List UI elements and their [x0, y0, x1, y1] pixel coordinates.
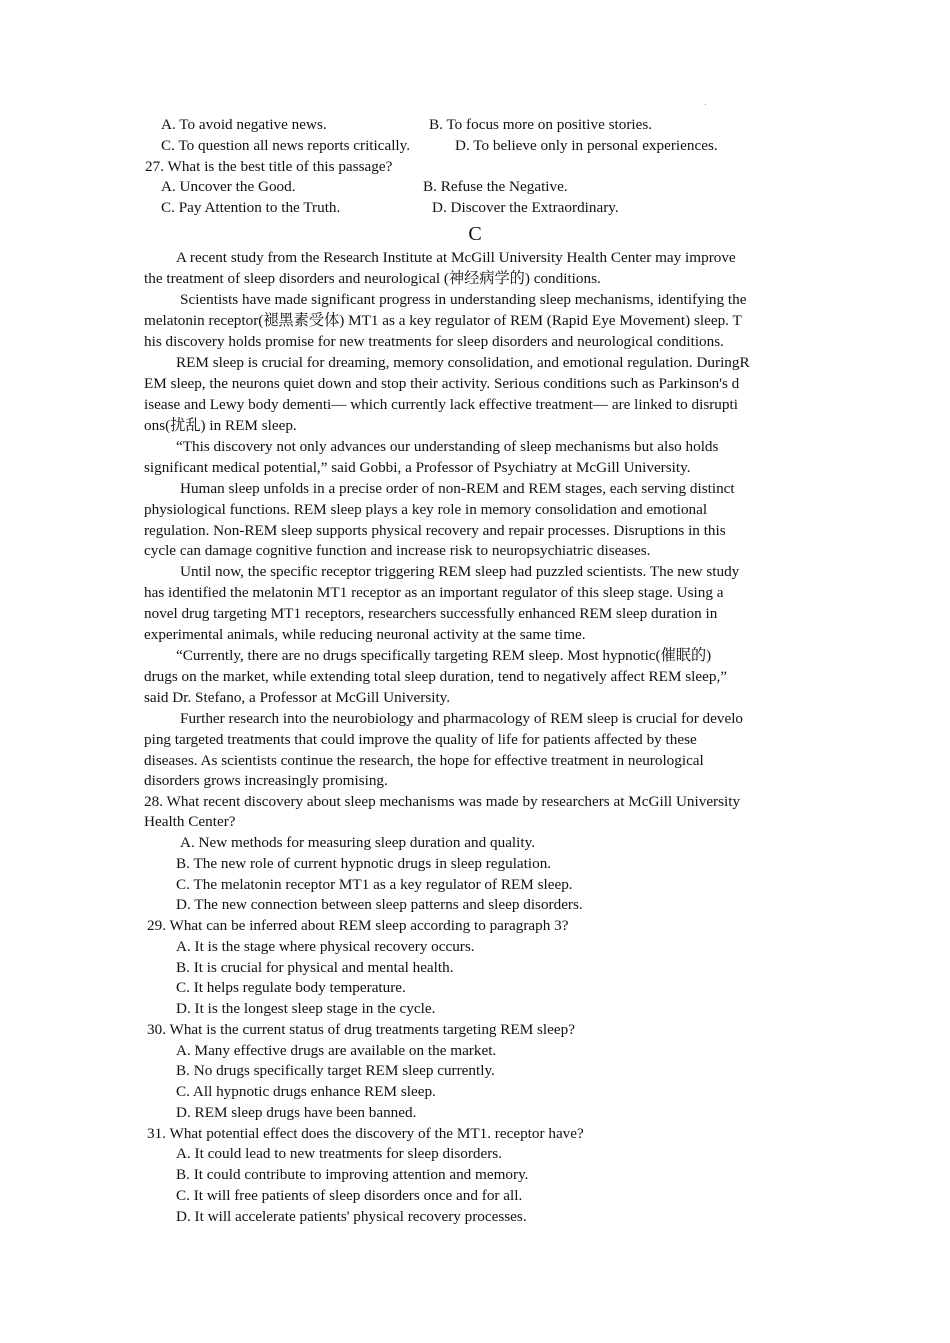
- question-31: 31. What potential effect does the discovery of the MT1. receptor have?: [147, 1125, 584, 1142]
- passage-p7-line: “Currently, there are no drugs specifically targeting REM sleep. Most hypnotic(催眠的): [176, 647, 712, 664]
- q29-option-b: B. It is crucial for physical and mental health.: [176, 959, 454, 976]
- question-28: 28. What recent discovery about sleep mechanisms was made by researchers at McGill University: [144, 793, 741, 810]
- passage-p7-line: drugs on the market, while extending total sleep duration, tend to negatively affect REM sleep,”: [144, 668, 728, 685]
- q29-option-d: D. It is the longest sleep stage in the cycle.: [176, 1000, 436, 1017]
- q28-option-a: A. New methods for measuring sleep duration and quality.: [180, 834, 535, 851]
- q27-option-b: B. Refuse the Negative.: [423, 178, 568, 195]
- passage-p8-line: ping targeted treatments that could improve the quality of life for patients affected by these: [144, 731, 697, 748]
- passage-p6-line: novel drug targeting MT1 receptors, researchers successfully enhanced REM sleep duration in: [144, 605, 718, 622]
- q28-option-c: C. The melatonin receptor MT1 as a key regulator of REM sleep.: [176, 876, 573, 893]
- passage-p6-line: experimental animals, while reducing neuronal activity at the same time.: [144, 626, 586, 643]
- section-heading-c: C: [468, 223, 482, 245]
- passage-p8-line: Further research into the neurobiology and pharmacology of REM sleep is crucial for develo: [180, 710, 744, 727]
- question-30: 30. What is the current status of drug treatments targeting REM sleep?: [147, 1021, 575, 1038]
- passage-p3-line: isease and Lewy body dementi— which currently lack effective treatment— are linked to disrupti: [144, 396, 738, 413]
- q28-option-b: B. The new role of current hypnotic drugs in sleep regulation.: [176, 855, 552, 872]
- q31-option-c: C. It will free patients of sleep disorders once and for all.: [176, 1187, 523, 1204]
- passage-p6-line: Until now, the specific receptor triggering REM sleep had puzzled scientists. The new study: [180, 563, 740, 580]
- passage-p4-line: “This discovery not only advances our understanding of sleep mechanisms but also holds: [176, 438, 719, 455]
- passage-p1-line: A recent study from the Research Institute at McGill University Health Center may improve: [176, 249, 736, 266]
- passage-p5-line: physiological functions. REM sleep plays a key role in memory consolidation and emotional: [144, 501, 708, 518]
- question-27: 27. What is the best title of this passage?: [145, 158, 393, 175]
- q28-option-d: D. The new connection between sleep patterns and sleep disorders.: [176, 896, 583, 913]
- question-28-cont: Health Center?: [144, 813, 236, 830]
- stray-mark: [705, 104, 706, 105]
- q30-option-b: B. No drugs specifically target REM sleep currently.: [176, 1062, 495, 1079]
- passage-p8-line: disorders grows increasingly promising.: [144, 772, 388, 789]
- passage-p5-line: Human sleep unfolds in a precise order of non-REM and REM stages, each serving distinct: [180, 480, 735, 497]
- q31-option-b: B. It could contribute to improving attention and memory.: [176, 1166, 529, 1183]
- q31-option-a: A. It could lead to new treatments for sleep disorders.: [176, 1145, 503, 1162]
- q27-option-a: A. Uncover the Good.: [161, 178, 296, 195]
- prev-option-a: A. To avoid negative news.: [161, 116, 327, 133]
- passage-p2-line: his discovery holds promise for new treatments for sleep disorders and neurological conditions.: [144, 333, 724, 350]
- passage-p4-line: significant medical potential,” said Gobbi, a Professor of Psychiatry at McGill University.: [144, 459, 691, 476]
- passage-p3-line: ons(扰乱) in REM sleep.: [144, 417, 297, 434]
- q27-option-c: C. Pay Attention to the Truth.: [161, 199, 341, 216]
- passage-p8-line: diseases. As scientists continue the research, the hope for effective treatment in neurological: [144, 752, 704, 769]
- passage-p3-line: EM sleep, the neurons quiet down and stop their activity. Serious conditions such as Parkinson's d: [144, 375, 740, 392]
- passage-p7-line: said Dr. Stefano, a Professor at McGill University.: [144, 689, 451, 706]
- prev-option-d: D. To believe only in personal experiences.: [455, 137, 718, 154]
- passage-p5-line: cycle can damage cognitive function and increase risk to neuropsychiatric diseases.: [144, 542, 651, 559]
- prev-option-b: B. To focus more on positive stories.: [429, 116, 653, 133]
- q29-option-c: C. It helps regulate body temperature.: [176, 979, 406, 996]
- question-29: 29. What can be inferred about REM sleep according to paragraph 3?: [147, 917, 569, 934]
- q29-option-a: A. It is the stage where physical recovery occurs.: [176, 938, 475, 955]
- q30-option-d: D. REM sleep drugs have been banned.: [176, 1104, 417, 1121]
- passage-p2-line: Scientists have made significant progress in understanding sleep mechanisms, identifying the: [180, 291, 747, 308]
- passage-p5-line: regulation. Non-REM sleep supports physical recovery and repair processes. Disruptions in this: [144, 522, 726, 539]
- q30-option-c: C. All hypnotic drugs enhance REM sleep.: [176, 1083, 436, 1100]
- passage-p2-line: melatonin receptor(褪黑素受体) MT1 as a key regulator of REM (Rapid Eye Movement) sleep. T: [144, 312, 742, 329]
- q31-option-d: D. It will accelerate patients' physical recovery processes.: [176, 1208, 527, 1225]
- passage-p1-line: the treatment of sleep disorders and neurological (神经病学的) conditions.: [144, 270, 601, 287]
- passage-p6-line: has identified the melatonin MT1 receptor as an important regulator of this sleep stage. Using a: [144, 584, 724, 601]
- q27-option-d: D. Discover the Extraordinary.: [432, 199, 619, 216]
- prev-option-c: C. To question all news reports critically.: [161, 137, 411, 154]
- q30-option-a: A. Many effective drugs are available on the market.: [176, 1042, 497, 1059]
- passage-p3-line: REM sleep is crucial for dreaming, memory consolidation, and emotional regulation. DuringR: [176, 354, 750, 371]
